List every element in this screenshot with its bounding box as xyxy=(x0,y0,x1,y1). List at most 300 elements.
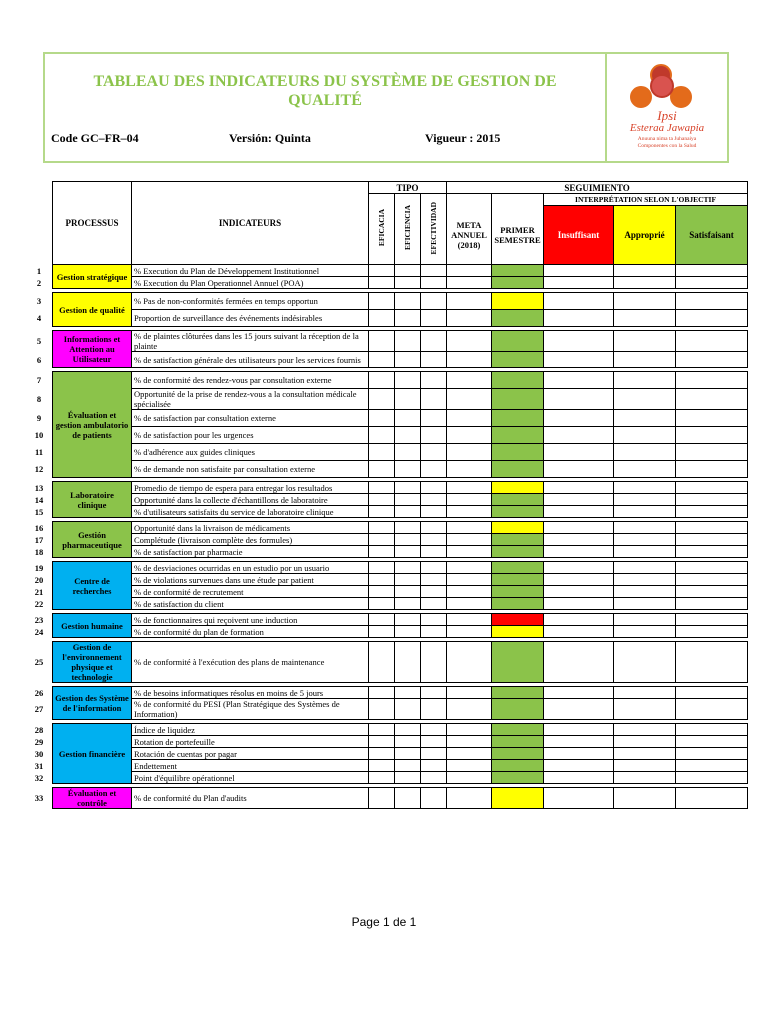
process-cell: Gestion de l'environnement physique et technologie xyxy=(53,642,132,683)
tipo-cell xyxy=(421,293,447,310)
interpretation-cell xyxy=(614,310,676,327)
row-number: 24 xyxy=(34,626,44,637)
tipo-cell xyxy=(421,410,447,427)
interpretation-cell xyxy=(614,293,676,310)
indicator-cell: % de satisfaction générale des utilisateurs pour les services fournis xyxy=(132,352,369,368)
interpretation-cell xyxy=(676,574,748,586)
table-row xyxy=(53,736,748,748)
interpretation-cell xyxy=(676,331,748,352)
interpretation-cell xyxy=(676,586,748,598)
tipo-cell xyxy=(395,331,421,352)
row-number: 11 xyxy=(34,447,44,457)
table-row xyxy=(53,372,748,389)
status-cell xyxy=(492,562,544,574)
status-cell xyxy=(492,687,544,699)
interpretation-cell xyxy=(614,534,676,546)
tipo-cell xyxy=(369,444,395,461)
tipo-cell xyxy=(369,522,395,534)
status-cell xyxy=(492,614,544,626)
tipo-cell xyxy=(369,352,395,368)
tipo-cell xyxy=(395,293,421,310)
tipo-cell xyxy=(369,586,395,598)
interpretation-cell xyxy=(614,699,676,720)
interpretation-cell xyxy=(676,444,748,461)
process-cell: Gestion humaine xyxy=(53,614,132,638)
row-number: 21 xyxy=(34,586,44,597)
interpretation-cell xyxy=(544,389,614,410)
tipo-cell xyxy=(421,494,447,506)
interpretation-cell xyxy=(544,574,614,586)
table-row xyxy=(53,614,748,626)
interpretation-cell xyxy=(614,461,676,478)
tipo-cell xyxy=(369,598,395,610)
process-cell: Gestion financière xyxy=(53,724,132,784)
interpretation-cell xyxy=(614,277,676,289)
indicator-cell: Opportunité dans la livraison de médicaments xyxy=(132,522,369,534)
meta-cell xyxy=(447,534,492,546)
tipo-cell xyxy=(369,760,395,772)
row-number: 8 xyxy=(36,394,42,404)
meta-cell xyxy=(447,352,492,368)
indicator-cell: % de satisfaction par consultation externe xyxy=(132,410,369,427)
tipo-cell xyxy=(395,598,421,610)
indicator-cell: % Execution du Plan de Développement Institutionnel xyxy=(132,265,369,277)
tipo-cell xyxy=(421,389,447,410)
tipo-cell xyxy=(421,788,447,809)
interpretation-cell xyxy=(614,736,676,748)
meta-cell xyxy=(447,444,492,461)
status-cell xyxy=(492,293,544,310)
tipo-cell xyxy=(395,277,421,289)
indicator-cell: Rotation de portefeuille xyxy=(132,736,369,748)
tipo-cell xyxy=(395,410,421,427)
table-row xyxy=(53,444,748,461)
row-number: 33 xyxy=(34,793,44,803)
table-row xyxy=(53,277,748,289)
status-cell xyxy=(492,760,544,772)
indicator-cell: % Execution du Plan Operationnel Annuel (POA) xyxy=(132,277,369,289)
vigueur-label: Vigueur : 2015 xyxy=(425,131,501,145)
interpretation-cell xyxy=(676,642,748,683)
interpretation-cell xyxy=(676,546,748,558)
interpretation-cell xyxy=(544,265,614,277)
interpretation-cell xyxy=(544,352,614,368)
status-cell xyxy=(492,265,544,277)
tipo-cell xyxy=(395,687,421,699)
row-number: 29 xyxy=(34,736,44,747)
process-cell: Gestión pharmaceutique xyxy=(53,522,132,558)
tipo-cell xyxy=(369,310,395,327)
tipo-cell xyxy=(421,586,447,598)
interpretation-cell xyxy=(544,614,614,626)
interpretation-cell xyxy=(544,331,614,352)
tipo-cell xyxy=(395,772,421,784)
tipo-cell xyxy=(421,352,447,368)
row-number: 16 xyxy=(34,522,44,533)
tipo-cell xyxy=(395,372,421,389)
header-approprie: Approprié xyxy=(614,206,676,265)
tipo-cell xyxy=(395,574,421,586)
tipo-cell xyxy=(369,574,395,586)
interpretation-cell xyxy=(544,626,614,638)
row-number: 27 xyxy=(34,704,44,714)
tipo-cell xyxy=(395,724,421,736)
interpretation-cell xyxy=(614,574,676,586)
meta-cell xyxy=(447,748,492,760)
tipo-cell xyxy=(421,760,447,772)
interpretation-cell xyxy=(614,427,676,444)
interpretation-cell xyxy=(614,522,676,534)
table-row xyxy=(53,410,748,427)
status-cell xyxy=(492,482,544,494)
tipo-cell xyxy=(421,534,447,546)
interpretation-cell xyxy=(676,506,748,518)
indicator-cell: Opportunité de la prise de rendez-vous a la consultation médicale spécialisée xyxy=(132,389,369,410)
tipo-cell xyxy=(421,277,447,289)
interpretation-cell xyxy=(544,724,614,736)
indicator-cell: % de conformité du Plan d'audits xyxy=(132,788,369,809)
interpretation-cell xyxy=(676,265,748,277)
meta-cell xyxy=(447,461,492,478)
row-number: 18 xyxy=(34,546,44,557)
table-row xyxy=(53,687,748,699)
status-cell xyxy=(492,522,544,534)
code-label: Code GC–FR–04 xyxy=(51,131,139,145)
row-number: 12 xyxy=(34,464,44,474)
table-row xyxy=(53,574,748,586)
status-cell xyxy=(492,772,544,784)
status-cell xyxy=(492,574,544,586)
interpretation-cell xyxy=(544,760,614,772)
interpretation-cell xyxy=(544,748,614,760)
interpretation-cell xyxy=(614,687,676,699)
tipo-cell xyxy=(395,546,421,558)
interpretation-cell xyxy=(614,494,676,506)
table-row xyxy=(53,642,748,683)
status-cell xyxy=(492,586,544,598)
row-number: 1 xyxy=(36,265,42,276)
interpretation-cell xyxy=(676,461,748,478)
meta-cell xyxy=(447,331,492,352)
table-row xyxy=(53,788,748,809)
tipo-cell xyxy=(395,522,421,534)
row-number: 15 xyxy=(34,506,44,517)
table-row xyxy=(53,562,748,574)
document-header xyxy=(43,52,729,163)
interpretation-cell xyxy=(544,277,614,289)
indicator-cell: % de satisfaction pour les urgences xyxy=(132,427,369,444)
table-row xyxy=(53,494,748,506)
process-cell: Gestion stratégique xyxy=(53,265,132,289)
indicator-cell: % de demande non satisfaite par consultation externe xyxy=(132,461,369,478)
tipo-cell xyxy=(421,614,447,626)
meta-cell xyxy=(447,736,492,748)
interpretation-cell xyxy=(676,788,748,809)
status-cell xyxy=(492,748,544,760)
interpretation-cell xyxy=(676,562,748,574)
tipo-cell xyxy=(421,724,447,736)
row-number: 22 xyxy=(34,598,44,609)
tipo-cell xyxy=(395,494,421,506)
table-row xyxy=(53,265,748,277)
table-row xyxy=(53,724,748,736)
table-row xyxy=(53,331,748,352)
tipo-cell xyxy=(369,494,395,506)
header-indicateurs: INDICATEURS xyxy=(132,182,369,265)
interpretation-cell xyxy=(544,562,614,574)
indicator-cell: % de fonctionnaires qui reçoivent une induction xyxy=(132,614,369,626)
interpretation-cell xyxy=(614,265,676,277)
header-eficacia: EFICACIA xyxy=(369,194,395,265)
table-row xyxy=(53,699,748,720)
meta-cell xyxy=(447,642,492,683)
header-processus: PROCESSUS xyxy=(53,182,132,265)
process-cell: Laboratoire clinique xyxy=(53,482,132,518)
meta-cell xyxy=(447,626,492,638)
table-row xyxy=(53,310,748,327)
interpretation-cell xyxy=(614,546,676,558)
tipo-cell xyxy=(395,748,421,760)
status-cell xyxy=(492,444,544,461)
indicator-cell: Proportion de surveillance des événements indésirables xyxy=(132,310,369,327)
row-number: 30 xyxy=(34,748,44,759)
interpretation-cell xyxy=(544,534,614,546)
meta-cell xyxy=(447,293,492,310)
row-number: 32 xyxy=(34,772,44,783)
interpretation-cell xyxy=(676,724,748,736)
tipo-cell xyxy=(369,389,395,410)
interpretation-cell xyxy=(544,598,614,610)
row-number: 31 xyxy=(34,760,44,771)
process-cell: Gestion des Système de l'information xyxy=(53,687,132,720)
status-cell xyxy=(492,699,544,720)
status-cell xyxy=(492,626,544,638)
tipo-cell xyxy=(421,265,447,277)
header-efectividad: EFECTIVIDAD xyxy=(421,194,447,265)
row-number: 7 xyxy=(36,375,42,385)
interpretation-cell xyxy=(676,748,748,760)
row-number: 17 xyxy=(34,534,44,545)
tipo-cell xyxy=(395,482,421,494)
table-row xyxy=(53,427,748,444)
tipo-cell xyxy=(421,562,447,574)
indicator-cell: % Pas de non-conformités fermées en temps opportun xyxy=(132,293,369,310)
meta-cell xyxy=(447,265,492,277)
interpretation-cell xyxy=(544,494,614,506)
tipo-cell xyxy=(421,598,447,610)
tipo-cell xyxy=(421,506,447,518)
interpretation-cell xyxy=(614,598,676,610)
status-cell xyxy=(492,546,544,558)
interpretation-cell xyxy=(614,626,676,638)
tipo-cell xyxy=(369,546,395,558)
interpretation-cell xyxy=(614,482,676,494)
status-cell xyxy=(492,310,544,327)
interpretation-cell xyxy=(614,748,676,760)
meta-cell xyxy=(447,724,492,736)
meta-cell xyxy=(447,687,492,699)
tipo-cell xyxy=(395,506,421,518)
document-title xyxy=(65,72,585,110)
tipo-cell xyxy=(421,687,447,699)
meta-cell xyxy=(447,522,492,534)
header-satisfaisant: Satisfaisant xyxy=(676,206,748,265)
interpretation-cell xyxy=(544,461,614,478)
interpretation-cell xyxy=(544,410,614,427)
indicator-cell: % d'utilisateurs satisfaits du service de laboratoire clinique xyxy=(132,506,369,518)
table-row xyxy=(53,506,748,518)
tipo-cell xyxy=(395,352,421,368)
interpretation-cell xyxy=(676,352,748,368)
interpretation-cell xyxy=(676,293,748,310)
tipo-cell xyxy=(395,642,421,683)
interpretation-cell xyxy=(544,293,614,310)
status-cell xyxy=(492,736,544,748)
tipo-cell xyxy=(395,427,421,444)
table-row xyxy=(53,626,748,638)
status-cell xyxy=(492,389,544,410)
table-row xyxy=(53,522,748,534)
interpretation-cell xyxy=(614,772,676,784)
row-number: 3 xyxy=(36,296,42,306)
interpretation-cell xyxy=(614,506,676,518)
table-row xyxy=(53,534,748,546)
table-row xyxy=(53,482,748,494)
row-number: 20 xyxy=(34,574,44,585)
logo-tagline: Anuuna nima ta Juhanaiya xyxy=(637,136,697,142)
interpretation-cell xyxy=(614,788,676,809)
tipo-cell xyxy=(421,427,447,444)
process-cell: Évaluation et gestion ambulatorio de patients xyxy=(53,372,132,478)
tipo-cell xyxy=(395,562,421,574)
interpretation-cell xyxy=(544,372,614,389)
status-cell xyxy=(492,506,544,518)
logo-subtitle: Esteraa Jawapia xyxy=(629,122,705,134)
tipo-cell xyxy=(421,574,447,586)
tipo-cell xyxy=(421,642,447,683)
row-number: 19 xyxy=(34,562,44,573)
tipo-cell xyxy=(395,736,421,748)
interpretation-cell xyxy=(676,277,748,289)
tipo-cell xyxy=(369,482,395,494)
interpretation-cell xyxy=(544,506,614,518)
header-title-block xyxy=(45,54,607,161)
indicator-cell: % de satisfaction par pharmacie xyxy=(132,546,369,558)
interpretation-cell xyxy=(544,699,614,720)
tipo-cell xyxy=(421,461,447,478)
tipo-cell xyxy=(421,748,447,760)
indicator-cell: Point d'équilibre opérationnel xyxy=(132,772,369,784)
tipo-cell xyxy=(369,748,395,760)
indicator-cell: % de besoins informatiques résolus en moins de 5 jours xyxy=(132,687,369,699)
tipo-cell xyxy=(369,277,395,289)
tipo-cell xyxy=(421,310,447,327)
row-number: 13 xyxy=(34,482,44,493)
indicator-cell: Índice de liquidez xyxy=(132,724,369,736)
page-footer: Page 1 de 1 xyxy=(351,915,417,929)
tipo-cell xyxy=(369,265,395,277)
tipo-cell xyxy=(421,699,447,720)
interpretation-cell xyxy=(544,642,614,683)
tipo-cell xyxy=(421,736,447,748)
meta-cell xyxy=(447,598,492,610)
tipo-cell xyxy=(395,389,421,410)
interpretation-cell xyxy=(614,410,676,427)
tipo-cell xyxy=(369,427,395,444)
interpretation-cell xyxy=(544,522,614,534)
interpretation-cell xyxy=(676,494,748,506)
indicator-cell: % de conformité à l'exécution des plans de maintenance xyxy=(132,642,369,683)
table-row xyxy=(53,352,748,368)
status-cell xyxy=(492,410,544,427)
interpretation-cell xyxy=(676,534,748,546)
row-number: 4 xyxy=(36,313,42,323)
table-row xyxy=(53,293,748,310)
interpretation-cell xyxy=(676,687,748,699)
tipo-cell xyxy=(395,265,421,277)
interpretation-cell xyxy=(544,586,614,598)
interpretation-cell xyxy=(544,772,614,784)
meta-cell xyxy=(447,427,492,444)
row-number: 23 xyxy=(34,614,44,625)
meta-cell xyxy=(447,586,492,598)
interpretation-cell xyxy=(676,699,748,720)
meta-cell xyxy=(447,410,492,427)
meta-cell xyxy=(447,699,492,720)
tipo-cell xyxy=(369,772,395,784)
interpretation-cell xyxy=(676,626,748,638)
header-primer-semestre: PRIMER SEMESTRE xyxy=(492,206,544,265)
tipo-cell xyxy=(369,626,395,638)
tipo-cell xyxy=(421,522,447,534)
interpretation-cell xyxy=(676,760,748,772)
row-number: 5 xyxy=(36,336,42,346)
tipo-cell xyxy=(395,788,421,809)
tipo-cell xyxy=(369,687,395,699)
indicator-cell: % de satisfaction du client xyxy=(132,598,369,610)
process-cell: Gestion de qualité xyxy=(53,293,132,327)
tipo-cell xyxy=(369,724,395,736)
row-number: 10 xyxy=(34,430,44,440)
meta-cell xyxy=(447,614,492,626)
interpretation-cell xyxy=(544,427,614,444)
row-number: 28 xyxy=(34,724,44,735)
tipo-cell xyxy=(369,788,395,809)
meta-cell xyxy=(447,277,492,289)
indicator-cell: Rotación de cuentas por pagar xyxy=(132,748,369,760)
interpretation-cell xyxy=(544,482,614,494)
title-line-2: QUALITÉ xyxy=(288,92,362,109)
table-row xyxy=(53,772,748,784)
status-cell xyxy=(492,724,544,736)
tipo-cell xyxy=(421,626,447,638)
tipo-cell xyxy=(369,642,395,683)
interpretation-cell xyxy=(676,736,748,748)
interpretation-cell xyxy=(676,410,748,427)
indicator-cell: Opportunité dans la collecte d'échantillons de laboratoire xyxy=(132,494,369,506)
header-eficiencia: EFICIENCIA xyxy=(395,194,421,265)
tipo-cell xyxy=(421,546,447,558)
meta-cell xyxy=(447,506,492,518)
meta-cell xyxy=(447,546,492,558)
interpretation-cell xyxy=(676,598,748,610)
organization-logo xyxy=(607,56,727,159)
title-line-1: TABLEAU DES INDICATEURS DU SYSTÈME DE GESTION DE xyxy=(93,73,557,90)
indicator-cell: % de conformité du PESI (Plan Stratégique des Systèmes de Information) xyxy=(132,699,369,720)
table-row xyxy=(53,760,748,772)
meta-cell xyxy=(447,389,492,410)
indicator-cell: % de conformité de recrutement xyxy=(132,586,369,598)
